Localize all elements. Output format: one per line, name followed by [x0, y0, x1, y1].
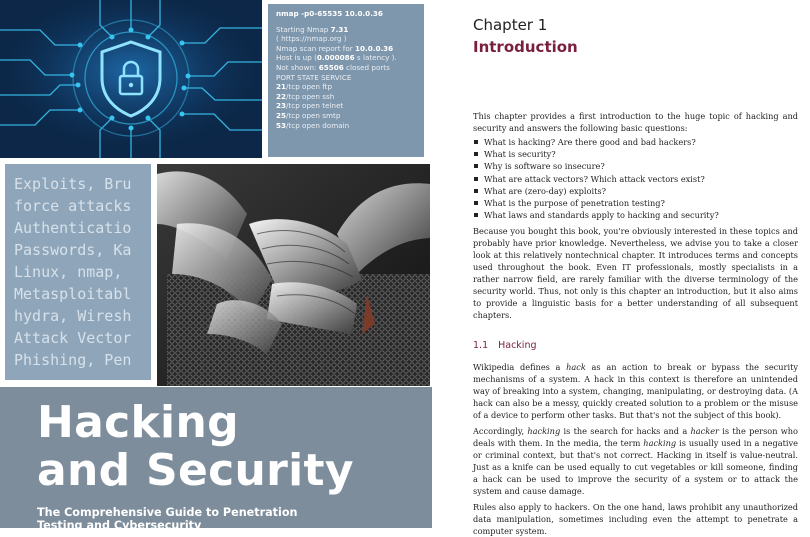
book-title-line-1: Hacking [37, 397, 239, 448]
nmap-output-line: Not shown: 65506 closed ports [276, 62, 390, 72]
knight-gauntlets-image [157, 164, 430, 386]
section-heading [473, 340, 798, 352]
section-title: Hacking [498, 340, 537, 352]
question-item: Why is software so insecure? [473, 160, 798, 172]
shield-lock-icon [0, 0, 262, 158]
keywords-panel [5, 164, 151, 380]
nmap-output-line: ( https://nmap.org ) [276, 34, 347, 44]
nmap-output-line: Starting Nmap 7.31 [276, 24, 349, 34]
paragraph-rules: Rules also apply to hackers. On the one hand, laws prohibit any unauthorized data manipulation, sometimes including even the attempt to penetrate a computer system. [473, 502, 798, 537]
nmap-output-line: 53/tcp open domain [276, 120, 350, 130]
question-item: What is the purpose of penetration testing? [473, 197, 798, 209]
cover-title-box [0, 387, 432, 532]
keyword-line: Exploits, Bru [14, 175, 132, 193]
question-item: What are attack vectors? Which attack vectors exist? [473, 173, 798, 185]
page-body [473, 110, 798, 537]
nmap-command: nmap -p0-65535 10.0.0.36 [276, 9, 383, 18]
nmap-output-line: 25/tcp open smtp [276, 110, 341, 120]
keyword-line: hydra, Wiresh [14, 307, 132, 325]
book-subtitle-line-1: The Comprehensive Guide to Penetration [37, 506, 298, 519]
nmap-output [276, 25, 416, 131]
keyword-line: force attacks [14, 197, 132, 215]
paragraph-motivation: Because you bought this book, you're obviously interested in these topics and probably have prior knowledge. Nevertheless, we advise you to take a closer look at this relatively nontechnical chapter. It introduces terms and concepts used throughout the book. Even IT professionals, mostly specialists in a rather narrow field, are rarely familiar with the diverse terminology of the security world. Thus, not only is this chapter an introduction, but it also aims to provide a linguistic basis for a better understanding of all subsequent chapters. [473, 226, 798, 321]
book-page [432, 0, 810, 537]
keyword-line: Phishing, Pen [14, 351, 132, 369]
keyword-line: Linux, nmap, [14, 263, 123, 281]
nmap-output-line: 22/tcp open ssh [276, 91, 335, 101]
intro-paragraph: This chapter provides a first introduction to the huge topic of hacking and security and answers the following basic questions: [473, 111, 798, 133]
paragraph-definition: Wikipedia defines a hack as an action to break or bypass the security mechanisms of a system. A hack in this context is therefore an unintended way of breaking into a system, changing, manipulating, or destroying data. (A hack can also be a messy, quickly created solution to a problem or the misuse of a device to perform other tasks. But that's not the subject of this book). [473, 362, 798, 421]
chapter-title: Introduction [473, 38, 578, 56]
book-subtitle [37, 506, 432, 532]
question-item: What are (zero-day) exploits? [473, 185, 798, 197]
paragraph-hacking: Accordingly, hacking is the search for hacks and a hacker is the person who deals with them. In the media, the term hacking is usually used in a negative or criminal context, but that's not correct. Hacking in itself is value-neutral. Just as a knife can be used equally to cut vegetables or kill someone, finding a hack can be used to improve the security of a system or to attack the system and cause damage. [473, 426, 798, 497]
section-number: 1.1 [473, 340, 489, 352]
nmap-output-line: Host is up (0.000086 s latency ). [276, 53, 397, 63]
nmap-output-line: PORT STATE SERVICE [276, 72, 352, 82]
book-title-line-2: and Security [37, 445, 354, 496]
question-item: What laws and standards apply to hacking and security? [473, 209, 798, 221]
circuit-shield-image [0, 0, 262, 158]
keyword-line: Metasploitabl [14, 285, 132, 303]
questions-list [473, 136, 798, 221]
question-item: What is hacking? Are there good and bad hackers? [473, 136, 798, 148]
keyword-line: Passwords, Ka [14, 241, 132, 259]
keyword-line: Authenticatio [14, 219, 132, 237]
book-subtitle-line-2: Testing and Cybersecurity [37, 519, 202, 532]
nmap-terminal-panel [268, 4, 424, 157]
nmap-output-line: 21/tcp open ftp [276, 82, 333, 92]
chapter-number: Chapter 1 [473, 16, 548, 34]
question-item: What is security? [473, 148, 798, 160]
keyword-line: Attack Vector [14, 329, 132, 347]
nmap-output-line: 23/tcp open telnet [276, 101, 344, 111]
nmap-output-line: Nmap scan report for 10.0.0.36 [276, 43, 394, 53]
